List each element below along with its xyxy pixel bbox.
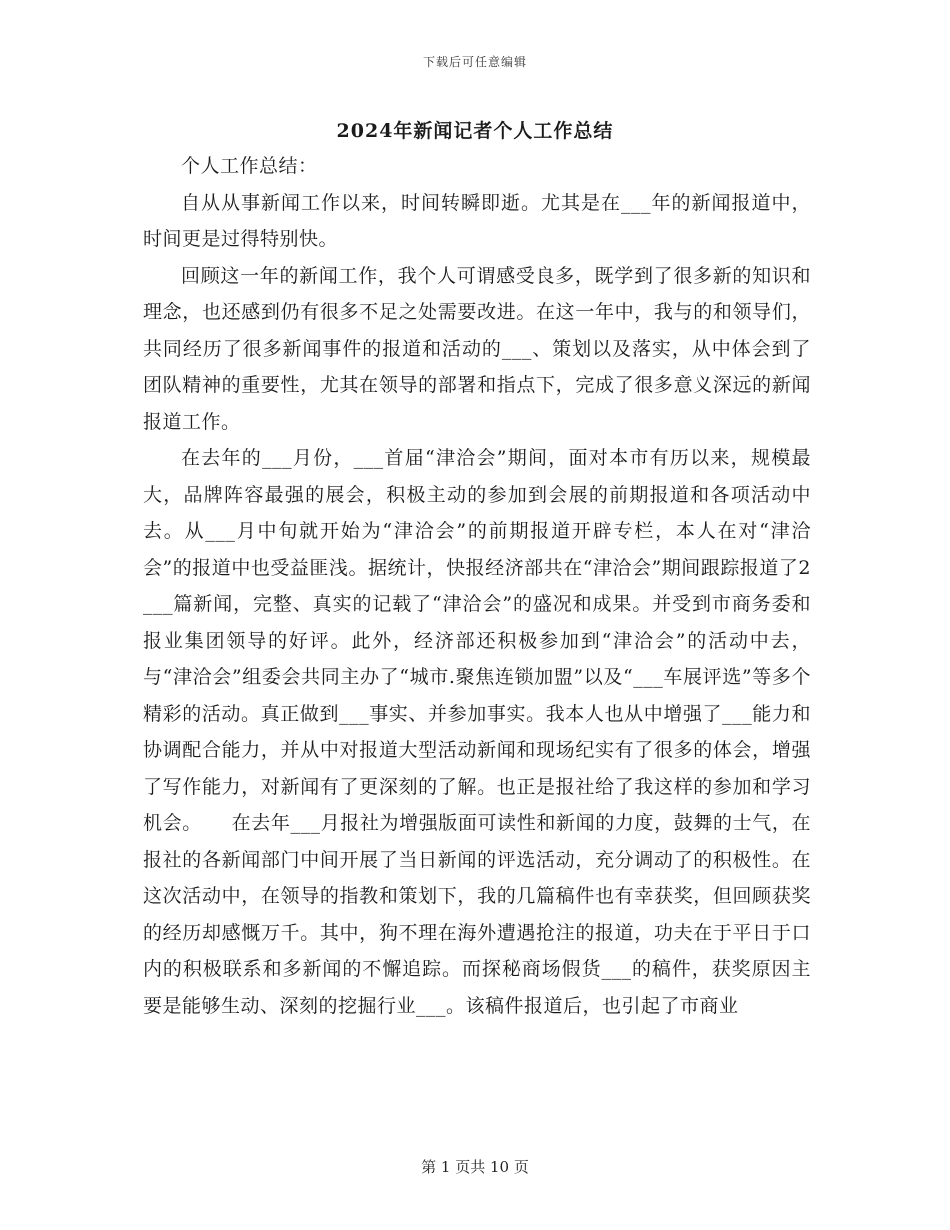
document-title: 2024年新闻记者个人工作总结 <box>336 120 614 142</box>
paragraph-intro: 个人工作总结： <box>181 155 318 177</box>
paragraph-2: 回顾这一年的新闻工作，我个人可谓感受良多，既学到了很多新的知识和理念，也还感到仍有很多不足之处需要改进。在这一年中，我与的和领导们，共同经历了很多新闻事件的报道和活动的___、策划以及落实，从中体会到了团队精神的重要性，尤其在领导的部署和指点下，完成了很多意义深远的新闻报道工作。 <box>143 264 811 433</box>
paragraph-3: 在去年的___月份，___首届“津洽会”期间，面对本市有历以来，规模最大，品牌阵容最强的展会，积极主动的参加到会展的前期报道和各项活动中去。从___月中旬就开始为“津洽会”的前期报道开辟专栏，本人在对“津洽会”的报道中也受益匪浅。据统计，快报经济部共在“津洽会”期间跟踪报道了2___篇新闻，完整、真实的记载了“津洽会”的盛况和成果。并受到市商务委和报业集团领导的好评。此外，经济部还积极参加到“津洽会”的活动中去，与“津洽会”组委会共同主办了“城市.聚焦连锁加盟”以及“___车展评选”等多个精彩的活动。真正做到___事实、并参加事实。我本人也从中增强了___能力和协调配合能力，并从中对报道大型活动新闻和现场纪实有了很多的体会，增强了写作能力，对新闻有了更深刻的了解。也正是报社给了我这样的参加和学习机会。 在去年___月报社为增强版面可读性和新闻的力度，鼓舞的士气，在报社的各新闻部门中间开展了当日新闻的评选活动，充分调动了的积极性。在这次活动中，在领导的指教和策划下，我的几篇稿件也有幸获奖，但回顾获奖的经历却感慨万千。其中，狗不理在海外遭遇抢注的报道，功夫在于平日于口内的积极联系和多新闻的不懈追踪。而探秘商场假货___的稿件，获奖原因主要是能够生动、深刻的挖掘行业___。该稿件报道后，也引起了市商业 <box>143 447 811 1017</box>
header-note: 下载后可任意编辑 <box>422 55 527 69</box>
paragraph-1: 自从从事新闻工作以来，时间转瞬即逝。尤其是在___年的新闻报道中，时间更是过得特别快。 <box>143 191 811 250</box>
document-body <box>143 148 811 1024</box>
page-footer: 第 1 页共 10 页 <box>421 1158 529 1176</box>
